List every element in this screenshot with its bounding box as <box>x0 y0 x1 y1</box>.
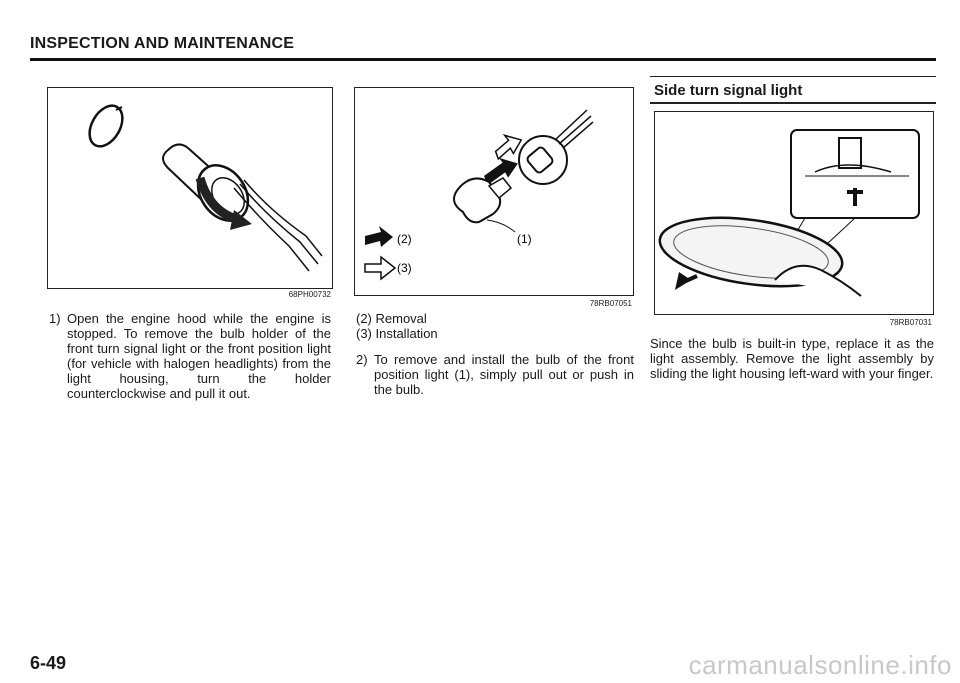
figure-code: 68PH00732 <box>288 290 331 299</box>
legend-item-installation: (3) Installation <box>356 326 438 341</box>
side-section-text: Since the bulb is built-in type, replace it as the light assembly. Remove the light assembly by sliding the light housing left-ward with your finger. <box>650 336 934 381</box>
figure-code: 78RB07031 <box>889 318 932 327</box>
callout-1: (1) <box>517 232 532 246</box>
figure-code: 78RB07051 <box>589 299 632 308</box>
figure-legend <box>356 311 634 341</box>
section-rule <box>650 102 936 104</box>
side-turn-signal-illustration <box>655 112 933 314</box>
header-rule <box>30 58 936 61</box>
step-text: Open the engine hood while the engine is stopped. To remove the bulb holder of the front turn signal light or the front position light (for vehicle with halogen headlights) from the light housing, turn the holder counterclockwise and pull it out. <box>67 311 331 401</box>
callout-3: (3) <box>397 261 412 275</box>
legend-item-removal: (2) Removal <box>356 311 427 326</box>
step-1 <box>49 311 331 401</box>
figure-bulb-holder <box>47 87 333 289</box>
step-text: To remove and install the bulb of the front position light (1), simply pull out or push in the bulb. <box>374 352 634 397</box>
bulb-holder-illustration <box>48 88 332 288</box>
position-light-illustration <box>355 88 633 295</box>
section-header: INSPECTION AND MAINTENANCE <box>30 35 295 52</box>
figure-side-turn-signal <box>654 111 934 315</box>
figure-position-light-bulb <box>354 87 634 296</box>
callout-2: (2) <box>397 232 412 246</box>
section-title: Side turn signal light <box>654 82 803 99</box>
step-number: 2) <box>356 352 368 367</box>
watermark: carmanualsonline.info <box>688 650 952 680</box>
step-2 <box>356 352 634 397</box>
section-rule <box>650 76 936 77</box>
step-number: 1) <box>49 311 61 326</box>
page-number: 6-49 <box>30 653 67 673</box>
